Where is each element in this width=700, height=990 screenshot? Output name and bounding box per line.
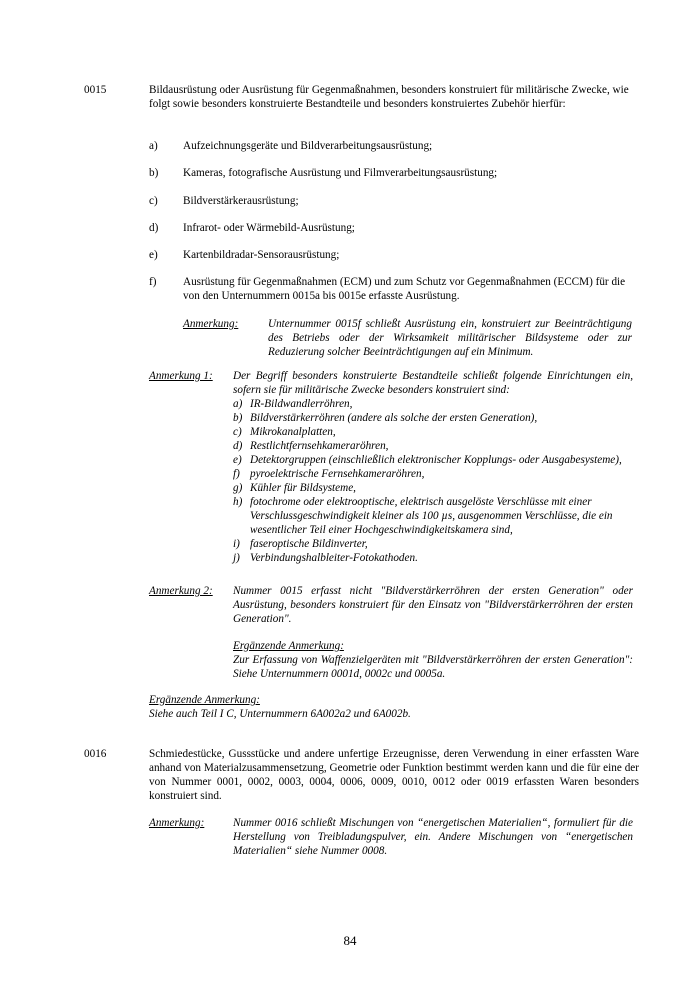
note-0016-text: Nummer 0016 schließt Mischungen von “energetischen Materialien“, formuliert für die Herstellung von Treibladungspulver, ein. Andere Mischungen von “energetischen Materialien“ siehe Nummer 0008. — [233, 817, 633, 857]
list-letter: e) — [233, 454, 242, 466]
list-item — [233, 397, 633, 411]
supp-text: Siehe auch Teil I C, Unternummern 6A002a2 und 6A002b. — [149, 708, 411, 720]
list-letter: h) — [233, 496, 243, 508]
list-letter: d) — [233, 440, 243, 452]
item-text-c: Bildverstärkerausrüstung; — [183, 195, 299, 207]
note2-label: Anmerkung 2: — [149, 585, 213, 597]
item-text-b: Kameras, fotografische Ausrüstung und Filmverarbeitungsausrüstung; — [183, 167, 498, 179]
list-item — [233, 411, 633, 425]
list-item — [233, 439, 633, 453]
list-text: faseroptische Bildinverter, — [250, 538, 368, 550]
item-letter-a: a) — [149, 140, 158, 152]
note1-list — [233, 397, 633, 565]
note-0016-label: Anmerkung: — [149, 817, 205, 829]
list-letter: f) — [233, 468, 240, 480]
list-letter: j) — [233, 552, 240, 564]
list-text: fotochrome oder elektrooptische, elektrisch ausgelöste Verschlüsse mit einer Verschlussgeschwindigkeit kleiner als 100 µs, ausgenommen Verschlüsse, die ein wesentlicher Teil einer Hochgeschwindigkeitskamera sind, — [250, 496, 613, 536]
note1-block — [233, 369, 633, 565]
list-item — [233, 453, 633, 467]
list-letter: g) — [233, 482, 243, 494]
list-item — [233, 481, 633, 495]
item-letter-d: d) — [149, 222, 159, 234]
item-text-f: Ausrüstung für Gegenmaßnahmen (ECM) und zum Schutz vor Gegenmaßnahmen (ECCM) für die von den Unternummern 0015a bis 0015e erfasste Ausrüstung. — [183, 276, 626, 302]
list-letter: a) — [233, 398, 243, 410]
list-text: Kühler für Bildsysteme, — [250, 482, 356, 494]
list-item — [233, 551, 633, 565]
list-text: Mikrokanalplatten, — [250, 426, 336, 438]
item-text-d: Infrarot- oder Wärmebild-Ausrüstung; — [183, 222, 355, 234]
note2-supp-label: Ergänzende Anmerkung: — [233, 640, 344, 652]
section-0016-intro: Schmiedestücke, Gussstücke und andere unfertige Erzeugnisse, deren Verwendung in einer erfassten Ware anhand von Materialzusammensetzung, Geometrie oder Funktion bestimmt werden kann und die für eine der von Nummer 0001, 0002, 0003, 0004, 0006, 0009, 0010, 0012 oder 0019 erfassten Waren besonders konstruiert sind. — [149, 748, 639, 802]
note-f-text: Unternummer 0015f schließt Ausrüstung ein, konstruiert zur Beeinträchtigung des Betriebs oder der Wirksamkeit militärischer Bildsysteme oder zur Reduzierung solcher Beeinträchtigungen auf ein Minimum. — [268, 318, 632, 358]
page-number: 84 — [343, 933, 357, 948]
note-f-label: Anmerkung: — [183, 318, 239, 330]
item-text-a: Aufzeichnungsgeräte und Bildverarbeitungsausrüstung; — [183, 140, 433, 152]
list-text: Bildverstärkerröhren (andere als solche der ersten Generation), — [250, 412, 538, 424]
note2-supp-text: Zur Erfassung von Waffenzielgeräten mit "Bildverstärkerröhren der ersten Generation": Siehe Unternummern 0001d, 0002c und 0005a. — [233, 654, 633, 680]
list-item — [233, 425, 633, 439]
list-text: IR-Bildwandlerröhren, — [250, 398, 353, 410]
note1-label: Anmerkung 1: — [149, 370, 213, 382]
note2-text: Nummer 0015 erfasst nicht "Bildverstärkerröhren der ersten Generation" oder Ausrüstung, besonders konstruiert für den Einsatz von "Bildverstärkerröhren der ersten Generation". — [233, 585, 633, 625]
section-number-0015: 0015 — [84, 84, 107, 96]
list-letter: i) — [233, 538, 240, 550]
list-text: pyroelektrische Fernsehkameraröhren, — [250, 468, 425, 480]
note1-text: Der Begriff besonders konstruierte Bestandteile schließt folgende Einrichtungen ein, sofern sie für militärische Zwecke besonders konstruiert sind: — [233, 370, 633, 396]
list-letter: b) — [233, 412, 243, 424]
item-text-e: Kartenbildradar-Sensorausrüstung; — [183, 249, 340, 261]
list-text: Verbindungshalbleiter-Fotokathoden. — [250, 552, 418, 564]
list-letter: c) — [233, 426, 242, 438]
section-number-0016: 0016 — [84, 748, 107, 760]
section-0015-intro: Bildausrüstung oder Ausrüstung für Gegenmaßnahmen, besonders konstruiert für militärische Zwecke, wie folgt sowie besonders konstruierte Bestandteile und besonders konstruiertes Zubehör hierfür: — [149, 84, 629, 110]
supp-label: Ergänzende Anmerkung: — [149, 694, 260, 706]
item-letter-f: f) — [149, 276, 157, 288]
list-text: Restlichtfernsehkameraröhren, — [250, 440, 389, 452]
list-item — [233, 537, 633, 551]
item-letter-b: b) — [149, 167, 159, 179]
list-item — [233, 495, 633, 537]
item-letter-c: c) — [149, 195, 158, 207]
list-text: Detektorgruppen (einschließlich elektronischer Kopplungs- oder Ausgabesysteme), — [250, 454, 622, 466]
list-item — [233, 467, 633, 481]
item-letter-e: e) — [149, 249, 158, 261]
